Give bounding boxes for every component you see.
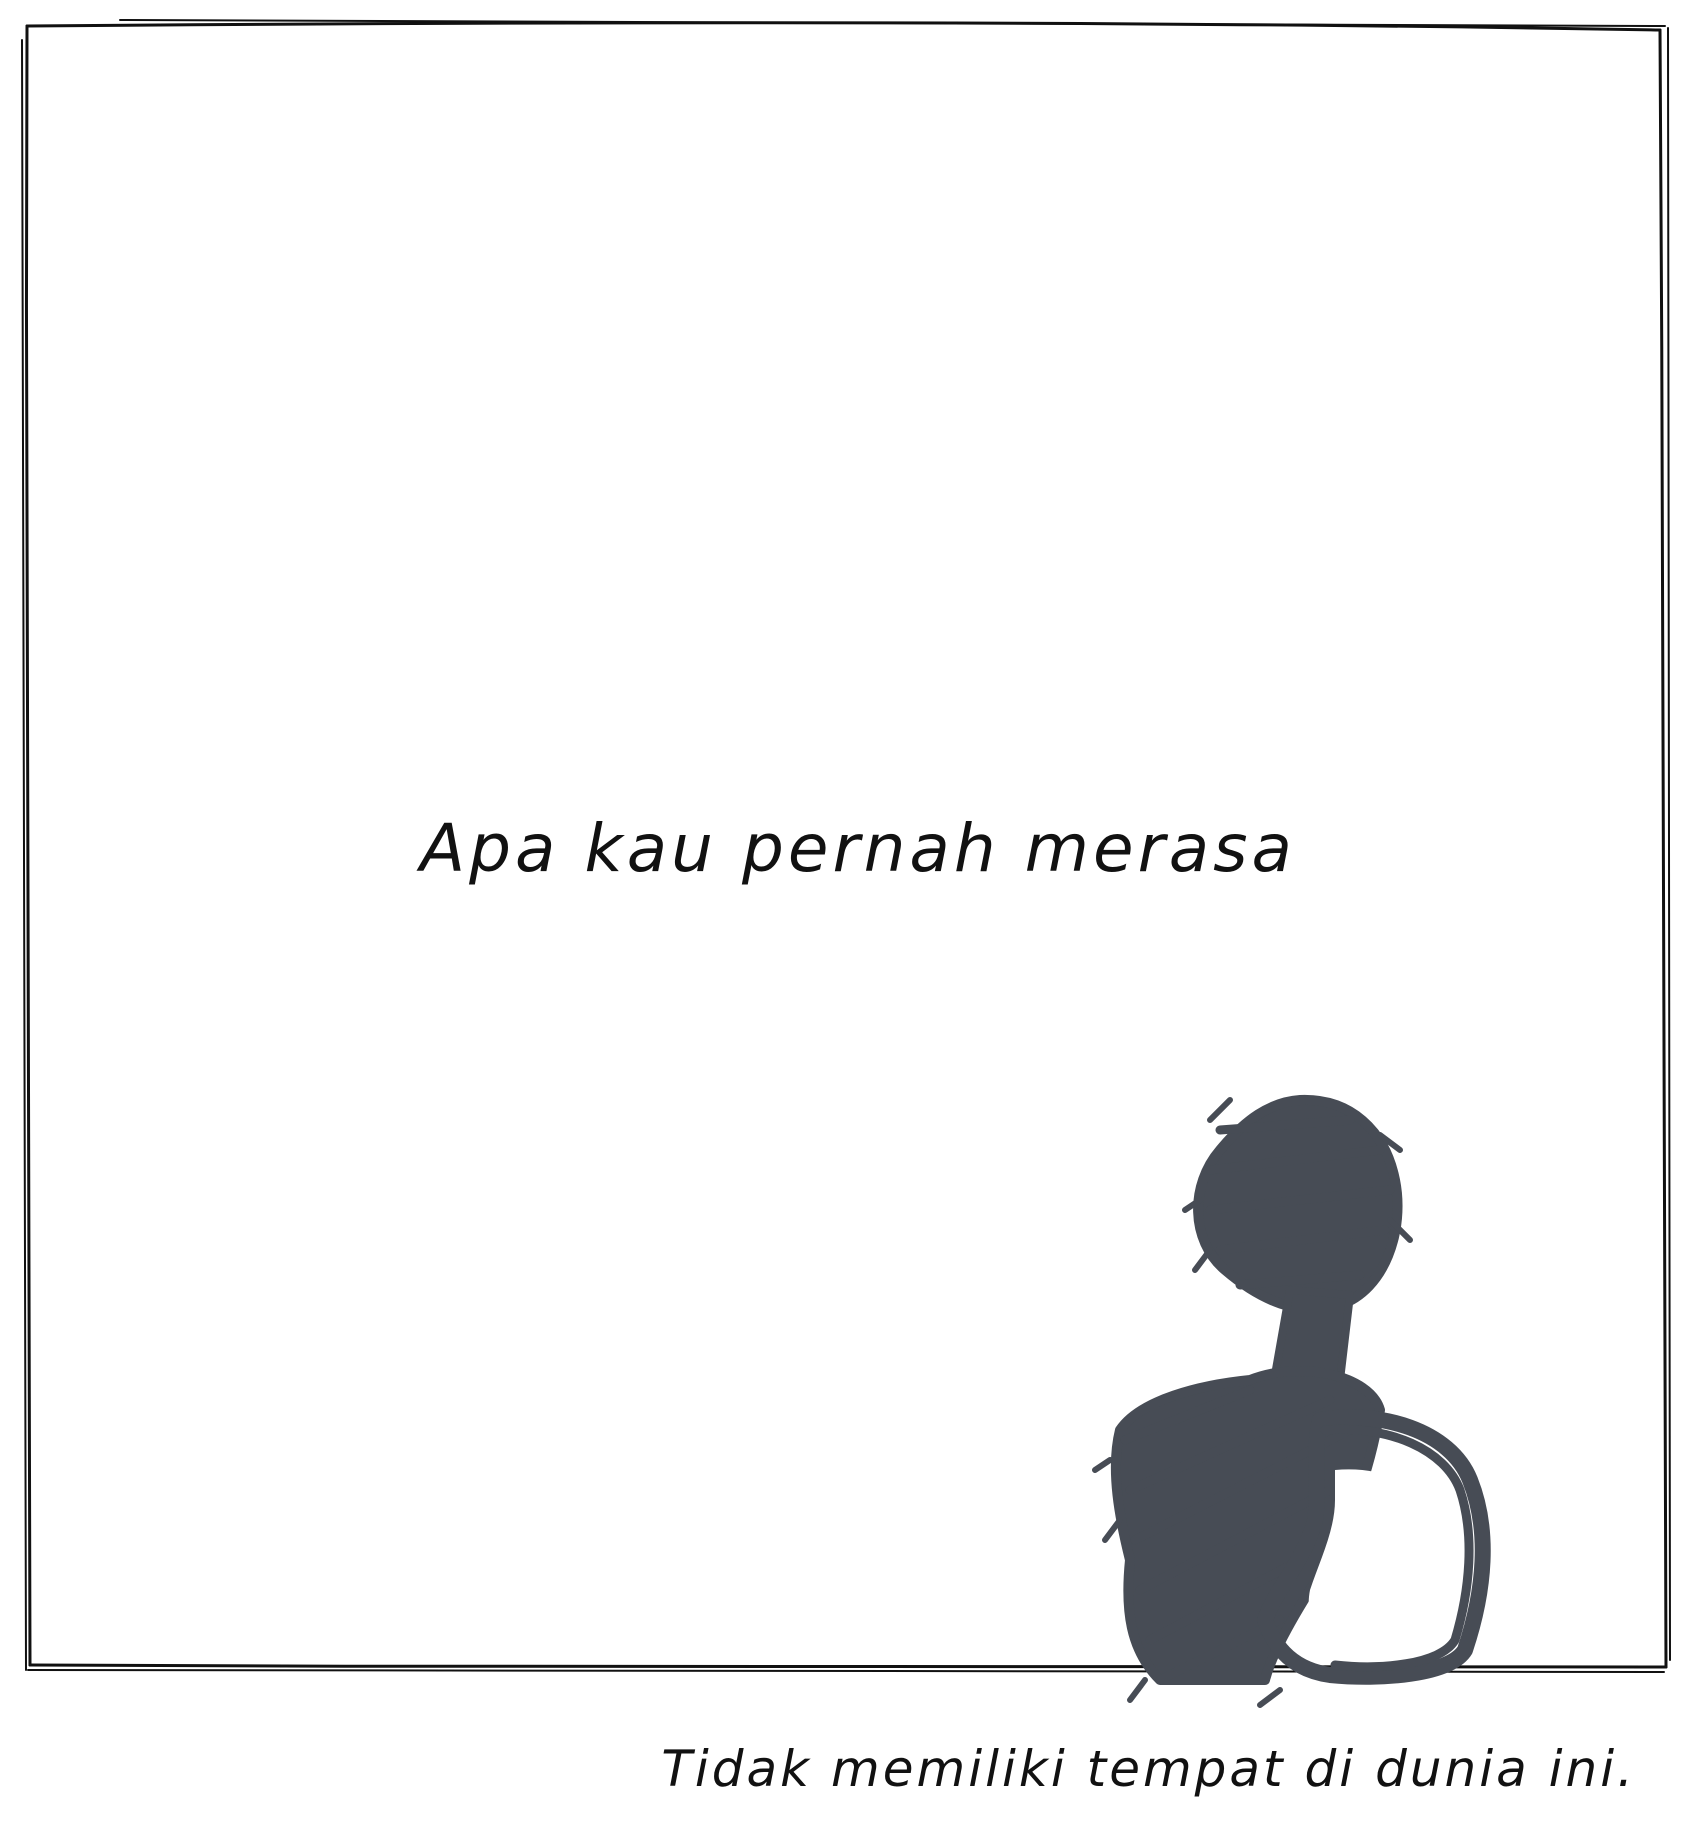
main-caption bbox=[0, 810, 1696, 887]
bottom-caption: Tidak memiliki tempat di dunia ini. bbox=[661, 1740, 1636, 1798]
figure-neck bbox=[1275, 1290, 1350, 1380]
main-caption-text: Apa kau pernah merasa bbox=[420, 810, 1296, 887]
scribbled-sitting-figure bbox=[1050, 1090, 1530, 1710]
